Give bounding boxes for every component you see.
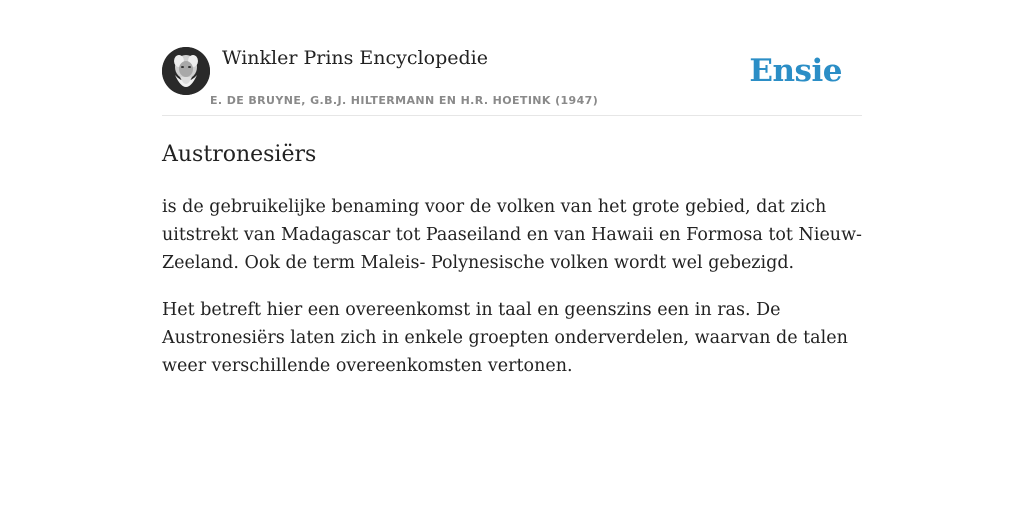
content-container xyxy=(162,46,862,380)
article-paragraph-2: Het betreft hier een overeenkomst in taal en geenszins een in ras. De Austronesiërs laten zich in enkele groepten onderverdelen, waarvan de talen weer verschillende overeenkomsten vertonen. xyxy=(162,300,848,376)
article-title: Austronesiërs xyxy=(162,142,317,167)
article-paragraph-1: is de gebruikelijke benaming voor de volken van het grote gebied, dat zich uitstrekt van Madagascar tot Paaseiland en van Hawaii en Formosa tot Nieuw-Zeeland. Ook de term Maleis- Polynesische volken wordt wel gebezigd. xyxy=(162,197,862,273)
author-avatar[interactable] xyxy=(162,47,210,95)
site-title[interactable]: Winkler Prins Encyclopedie xyxy=(222,47,488,69)
site-header xyxy=(162,46,862,116)
site-authors: E. DE BRUYNE, G.B.J. HILTERMANN EN H.R. HOETINK (1947) xyxy=(210,94,599,107)
bearded-man-portrait-icon xyxy=(162,47,210,95)
ensie-logo-link[interactable]: Ensie xyxy=(749,53,842,89)
